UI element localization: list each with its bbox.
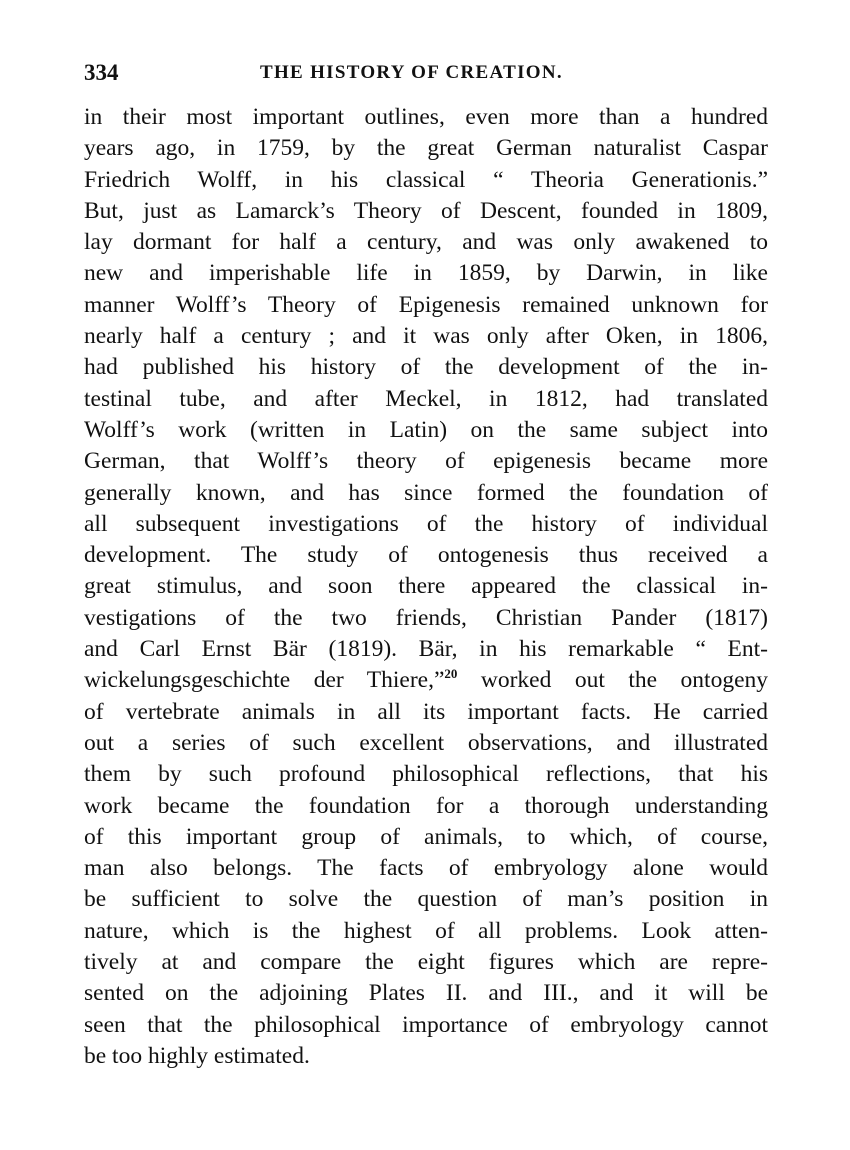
running-head xyxy=(84,58,768,88)
text-line: vestigations of the two friends, Christian Pander (1817) xyxy=(84,604,768,631)
text-line: Wolff’s work (written in Latin) on the same subject into xyxy=(84,416,768,443)
text-line: of vertebrate animals in all its important facts. He carried xyxy=(84,698,768,725)
text-line: years ago, in 1759, by the great German naturalist Caspar xyxy=(84,135,768,162)
text-segment: wickelungsgeschichte der Thiere,” xyxy=(84,667,445,694)
text-line: lay dormant for half a century, and was only awakened to xyxy=(84,229,768,256)
text-line: had published his history of the development of the in- xyxy=(84,354,768,381)
text-line: generally known, and has since formed the foundation of xyxy=(84,479,768,506)
text-line: in their most important outlines, even more than a hundred xyxy=(84,104,768,130)
text-line: work became the foundation for a thorough understanding xyxy=(84,792,768,819)
text-line: Friedrich Wolff, in his classical “ Theoria Generationis.” xyxy=(84,166,768,193)
text-line: nature, which is the highest of all problems. Look atten- xyxy=(84,917,768,944)
text-line: them by such profound philosophical reflections, that his xyxy=(84,761,768,788)
text-line-final: be too highly estimated. xyxy=(84,1042,310,1069)
text-line: development. The study of ontogenesis thus received a xyxy=(84,542,768,569)
text-line: be sufficient to solve the question of man’s position in xyxy=(84,886,768,913)
running-title: THE HISTORY OF CREATION. xyxy=(260,62,563,83)
body-text xyxy=(84,102,768,1072)
text-line: man also belongs. The facts of embryology alone would xyxy=(84,855,768,882)
text-line: manner Wolff’s Theory of Epigenesis remained unknown for xyxy=(84,291,768,318)
text-line: new and imperishable life in 1859, by Darwin, in like xyxy=(84,260,768,287)
footnote-marker: 20 xyxy=(444,666,458,682)
text-line: and Carl Ernst Bär (1819). Bär, in his remarkable “ Ent- xyxy=(84,636,768,663)
page-number: 334 xyxy=(84,60,119,85)
text-line: tively at and compare the eight figures which are repre- xyxy=(84,949,768,976)
text-segment: worked out the ontogeny xyxy=(480,667,768,694)
text-line: nearly half a century ; and it was only after Oken, in 1806, xyxy=(84,323,768,350)
text-line: of this important group of animals, to which, of course, xyxy=(84,823,768,850)
text-line: sented on the adjoining Plates II. and III., and it will be xyxy=(84,980,768,1007)
text-line: great stimulus, and soon there appeared the classical in- xyxy=(84,573,768,600)
text-line: But, just as Lamarck’s Theory of Descent, founded in 1809, xyxy=(84,197,768,224)
text-line: seen that the philosophical importance of embryology cannot xyxy=(84,1011,768,1038)
text-line: all subsequent investigations of the history of individual xyxy=(84,510,768,537)
text-line: German, that Wolff’s theory of epigenesis became more xyxy=(84,448,768,475)
text-line-with-footnote xyxy=(84,665,768,696)
text-line: testinal tube, and after Meckel, in 1812, had translated xyxy=(84,385,768,412)
text-line: out a series of such excellent observations, and illustrated xyxy=(84,729,768,756)
